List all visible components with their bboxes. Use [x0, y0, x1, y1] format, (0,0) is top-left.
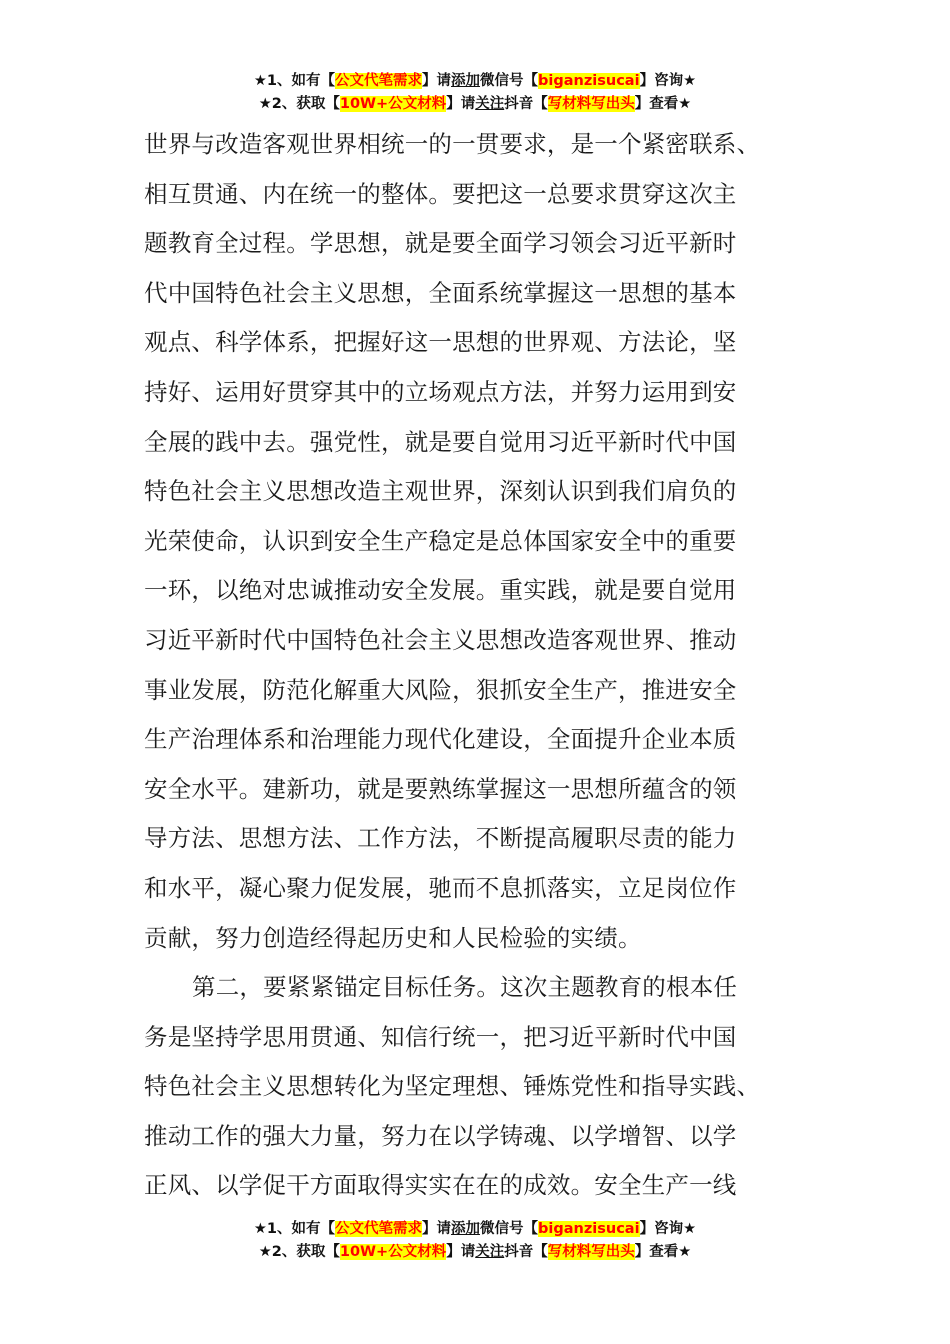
banner-text: 】咨询★ [639, 1221, 697, 1237]
banner-text: 】请 [446, 96, 476, 112]
body-line: 一环，以绝对忠诚推动安全发展。重实践，就是要自觉用 [144, 576, 737, 605]
banner-text: ★1、如有【 [253, 1221, 336, 1237]
body-line: 特色社会主义思想改造主观世界，深刻认识到我们肩负的 [144, 477, 737, 506]
highlight-wechat-id: biganzisucai [538, 73, 640, 89]
highlight-service: 公文代笔需求 [335, 1221, 423, 1237]
banner-line-2 [0, 93, 950, 116]
highlight-douyin-account: 写材料写出头 [547, 96, 635, 112]
body-line: 题教育全过程。学思想，就是要全面学习领会习近平新时 [144, 229, 737, 258]
banner-underlined-text: 添加 [451, 1221, 481, 1237]
highlight-materials: 10W+公文材料 [339, 1244, 447, 1260]
banner-line-1 [0, 70, 950, 93]
banner-text: ★1、如有【 [253, 73, 336, 89]
banner-underlined-text: 关注 [475, 96, 505, 112]
body-line: 相互贯通、内在统一的整体。要把这一总要求贯穿这次主 [144, 179, 737, 208]
highlight-douyin-account: 写材料写出头 [547, 1244, 635, 1260]
banner-underlined-text: 添加 [451, 73, 481, 89]
body-line: 观点、科学体系，把握好这一思想的世界观、方法论，坚 [144, 328, 737, 357]
body-line: 代中国特色社会主义思想，全面系统掌握这一思想的基本 [144, 278, 737, 307]
banner-line-2 [0, 1241, 950, 1264]
body-line: 世界与改造客观世界相统一的一贯要求，是一个紧密联系、 [144, 130, 761, 158]
document-body [144, 120, 796, 1211]
banner-text: 】请 [422, 1221, 452, 1237]
body-line: 全展的践中去。强党性，就是要自觉用习近平新时代中国 [144, 427, 737, 456]
banner-text: 】查看★ [634, 1244, 692, 1260]
body-line: 安全水平。建新功，就是要熟练掌握这一思想所蕴含的领 [144, 774, 737, 803]
banner-text: 】咨询★ [639, 73, 697, 89]
body-line: 习近平新时代中国特色社会主义思想改造客观世界、推动 [144, 625, 737, 654]
body-line: 务是坚持学思用贯通、知信行统一，把习近平新时代中国 [144, 1022, 737, 1051]
banner-text: 微信号【 [480, 1221, 539, 1237]
highlight-wechat-id: biganzisucai [538, 1221, 640, 1237]
banner-text: 】请 [422, 73, 452, 89]
banner-text: ★2、获取【 [258, 1244, 340, 1260]
banner-text: 】查看★ [634, 96, 692, 112]
banner-text: ★2、获取【 [258, 96, 340, 112]
body-line: 推动工作的强大力量，努力在以学铸魂、以学增智、以学 [144, 1121, 737, 1150]
banner-text: 】请 [446, 1244, 476, 1260]
banner-text: 微信号【 [480, 73, 539, 89]
body-line: 事业发展，防范化解重大风险，狠抓安全生产，推进安全 [144, 675, 737, 704]
highlight-service: 公文代笔需求 [335, 73, 423, 89]
paragraph-start-line: 第二，要紧紧锚定目标任务。这次主题教育的根本任 [192, 973, 738, 1002]
body-line: 导方法、思想方法、工作方法，不断提高履职尽责的能力 [144, 824, 737, 853]
body-line: 光荣使命，认识到安全生产稳定是总体国家安全中的重要 [144, 526, 737, 555]
banner-text: 抖音【 [504, 1244, 548, 1260]
header-banner [0, 70, 950, 116]
footer-banner [0, 1218, 950, 1264]
highlight-materials: 10W+公文材料 [339, 96, 447, 112]
body-line: 特色社会主义思想转化为坚定理想、锤炼党性和指导实践、 [144, 1072, 761, 1101]
body-line: 贡献，努力创造经得起历史和人民检验的实绩。 [144, 923, 642, 952]
body-line: 正风、以学促干方面取得实实在在的成效。安全生产一线 [144, 1171, 737, 1200]
banner-text: 抖音【 [504, 96, 548, 112]
body-line: 生产治理体系和治理能力现代化建设，全面提升企业本质 [144, 725, 737, 754]
body-line: 持好、运用好贯穿其中的立场观点方法，并努力运用到安 [144, 377, 737, 406]
body-line: 和水平，凝心聚力促发展，驰而不息抓落实，立足岗位作 [144, 873, 737, 902]
banner-underlined-text: 关注 [475, 1244, 505, 1260]
banner-line-1 [0, 1218, 950, 1241]
